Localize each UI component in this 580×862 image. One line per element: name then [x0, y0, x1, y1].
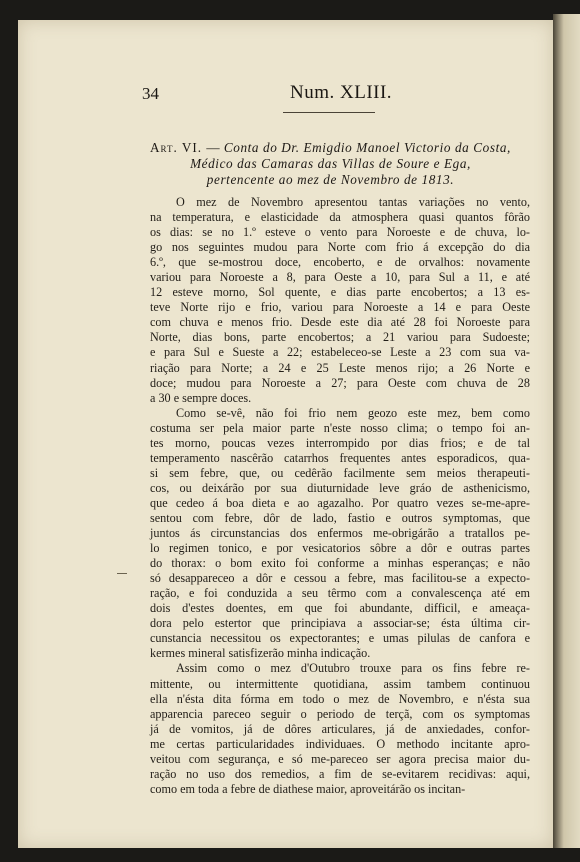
text-line: e para Sul e Sueste a 22; estabeleceo-se Leste a 23 com sua va- [150, 345, 530, 360]
text-line: O mez de Novembro apresentou tantas variações no vento, [176, 195, 530, 209]
text-line: cunstancia necessitou os expectorantes; e umas pilulas de canfora e [150, 631, 530, 646]
paragraph [150, 661, 530, 796]
text-line: juntos ás circunstancias dos enfermos me-obrigárão a tratallos pe- [150, 526, 530, 541]
article-title-line: pertencente ao mez de Novembro de 1813. [206, 172, 455, 187]
text-line: ração, e foi conduzida a seu têrmo com a convalescença até em [150, 586, 530, 601]
text-line: 6.º, que se-mostrou doce, encoberto, e de orvalhos: novamente [150, 255, 530, 270]
paragraph [150, 195, 530, 406]
text-line: na temperatura, e elasticidade da atmosphera quasi quantos fôrão [150, 210, 530, 225]
text-line: costuma ser pela maior parte n'este nosso clima; o tempo foi an- [150, 420, 530, 435]
text-line: mittente, ou intermittente quotidiana, assim tambem continuou [150, 676, 530, 691]
article-title-line: Conta do Dr. Emigdio Manoel Victorio da Costa, [223, 140, 511, 155]
text-line: sentou com febre, dôr de lado, fastio e outros symptomas, que [150, 510, 530, 525]
text-line: ella n'ésta dita fórma em todo o mez de Novembro, e n'ésta sua [150, 691, 530, 706]
article-heading-line [128, 140, 533, 156]
running-title: Num. XLIII. [290, 82, 393, 103]
text-line: kermes mineral satisfizerão minha indicação. [150, 646, 371, 661]
text-line: Como se-vê, não foi frio nem geozo este mez, bem como [176, 405, 530, 420]
text-line: veitou com segurança, e só me-pareceo ser agora precisa maior du- [150, 751, 530, 766]
text-line: Norte, dias bons, parte encobertos; a 21 variou para Sudoeste; [150, 330, 530, 345]
text-line: cos, ou deixárão por sua diuturnidade leve gráo de asthenicismo, [150, 480, 530, 495]
article-body [150, 195, 530, 797]
text-line: temperamento nascêrão catarrhos frequentes antes esporadicos, qua- [150, 450, 530, 465]
header-rule [283, 112, 375, 113]
text-line: lo regimen tonico, e por vesicatorios sôbre a dôr e outras partes [150, 541, 530, 556]
article-label: Art. VI. — [150, 140, 221, 155]
page-header [142, 82, 502, 106]
text-line: os dias: se no 1.º esteve o vento para Noroeste e de chuva, lo- [150, 225, 530, 240]
page-number: 34 [142, 84, 159, 103]
paragraph [150, 406, 530, 662]
text-line: si sem febre, que, ou cedêrão facilmente sem meios therapeuti- [150, 465, 530, 480]
text-line: apparencia pareceo seguir o periodo de terçã, com os symptomas [150, 706, 530, 721]
text-line: variou para Noroeste a 8, para Oeste a 10, para Sul a 11, e até [150, 270, 530, 285]
text-line: teve Norte rijo e frio, variou para Noroeste a 14 e para Oeste [150, 300, 530, 315]
text-line: dora pelo estertor que principiava a associar-se; ésta última cir- [150, 616, 530, 631]
text-line: doce; mudou para Noroeste a 27; para Oeste com chuva de 28 [150, 375, 530, 390]
text-line: como em toda a febre de diathese maior, aproveitárão os incitan- [150, 781, 466, 796]
margin-mark [117, 573, 127, 574]
text-line: me certas particularidades individuaes. O methodo incitante apro- [150, 736, 530, 751]
text-line: Assim como o mez d'Outubro trouxe para os fins febre re- [176, 661, 530, 676]
text-line: ração no uso dos remedios, a fim de se-evitarem recidivas: aqui, [150, 766, 530, 781]
text-line: riação para Norte; a 24 e 25 Leste menos rijo; a 26 Norte e [150, 360, 530, 375]
text-line: dois d'estes doentes, em que foi abundante, difficil, e ameaça- [150, 601, 530, 616]
text-line: 12 esteve morno, Sol quente, e dias parte encobertos; a 13 es- [150, 285, 530, 300]
article-title-line: Médico das Camaras das Villas de Soure e Ega, [190, 156, 471, 171]
article-heading [128, 140, 533, 188]
text-line: já de vomitos, já de dôres articulares, já de anxiedades, confor- [150, 721, 530, 736]
text-line: do thorax: o bom exito foi conforme a minhas esperanças; e não [150, 556, 530, 571]
text-line: com chuva e menos frio. Desde este dia até 28 foi Noroeste para [150, 315, 530, 330]
text-line: go nos seguintes mudou para Norte com frio á excepção do dia [150, 240, 530, 255]
book-gutter [553, 14, 580, 848]
text-line: a 30 e sempre doces. [150, 390, 252, 405]
text-line: que cedeo á boa dieta e ao agazalho. Por quatro vezes se-me-apre- [150, 495, 530, 510]
text-line: tes morno, poucas vezes interrompido por dias frios; e de tal [150, 435, 530, 450]
text-line: só desappareceo a dôr e cessou a febre, mas facilitou-se a expecto- [150, 571, 530, 586]
